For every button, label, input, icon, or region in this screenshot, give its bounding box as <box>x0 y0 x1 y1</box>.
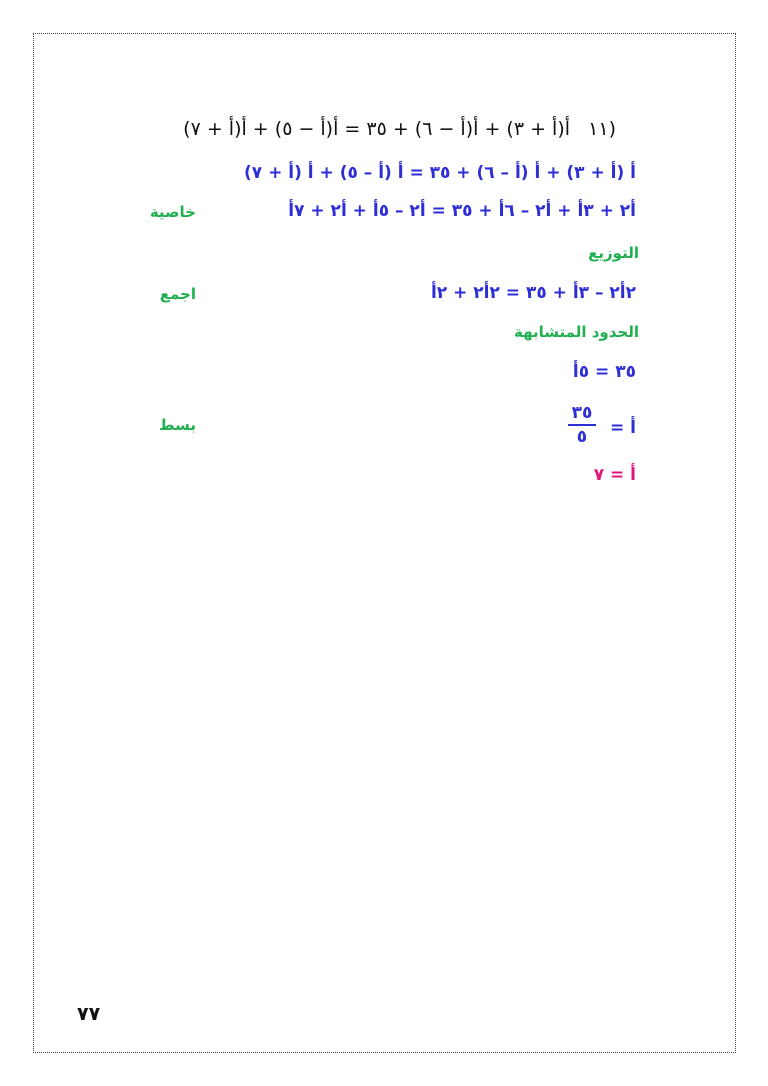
step-2: أ٢ + ٣أ + أ٢ – ٦أ + ٣٥ = أ٢ – ٥أ + أ٢ + ٧أ <box>288 201 636 221</box>
problem-text: أ(أ + ٣) + أ(أ − ٦) + ٣٥ = أ(أ − ٥) + أ(أ + ٧) <box>183 118 571 140</box>
label-combine: اجمع <box>159 285 196 303</box>
label-simplify: بسط <box>159 416 196 434</box>
answer: أ = ٧ <box>593 465 636 485</box>
step-5-fraction <box>568 403 596 447</box>
fraction-bar <box>568 424 596 426</box>
step-3: ٢أ٢ – ٣أ + ٣٥ = ٢أ٢ + ٢أ <box>430 283 636 303</box>
problem-number: (١١ <box>588 118 616 140</box>
step-4: ٣٥ = ٥أ <box>572 362 636 382</box>
page-frame <box>33 33 736 1053</box>
problem-equation <box>183 118 616 140</box>
label-property: خاصية <box>149 203 196 221</box>
page-number: ٧٧ <box>77 1003 101 1025</box>
label-distribution: التوزيع <box>588 244 639 262</box>
step-5-lhs: أ = <box>610 418 636 438</box>
fraction-numerator: ٣٥ <box>571 403 593 423</box>
step-1: أ (أ + ٣) + أ (أ – ٦) + ٣٥ = أ (أ – ٥) + أ (أ + ٧) <box>244 163 636 183</box>
fraction-denominator: ٥ <box>576 427 588 447</box>
label-like-terms: الحدود المتشابهة <box>514 323 639 341</box>
